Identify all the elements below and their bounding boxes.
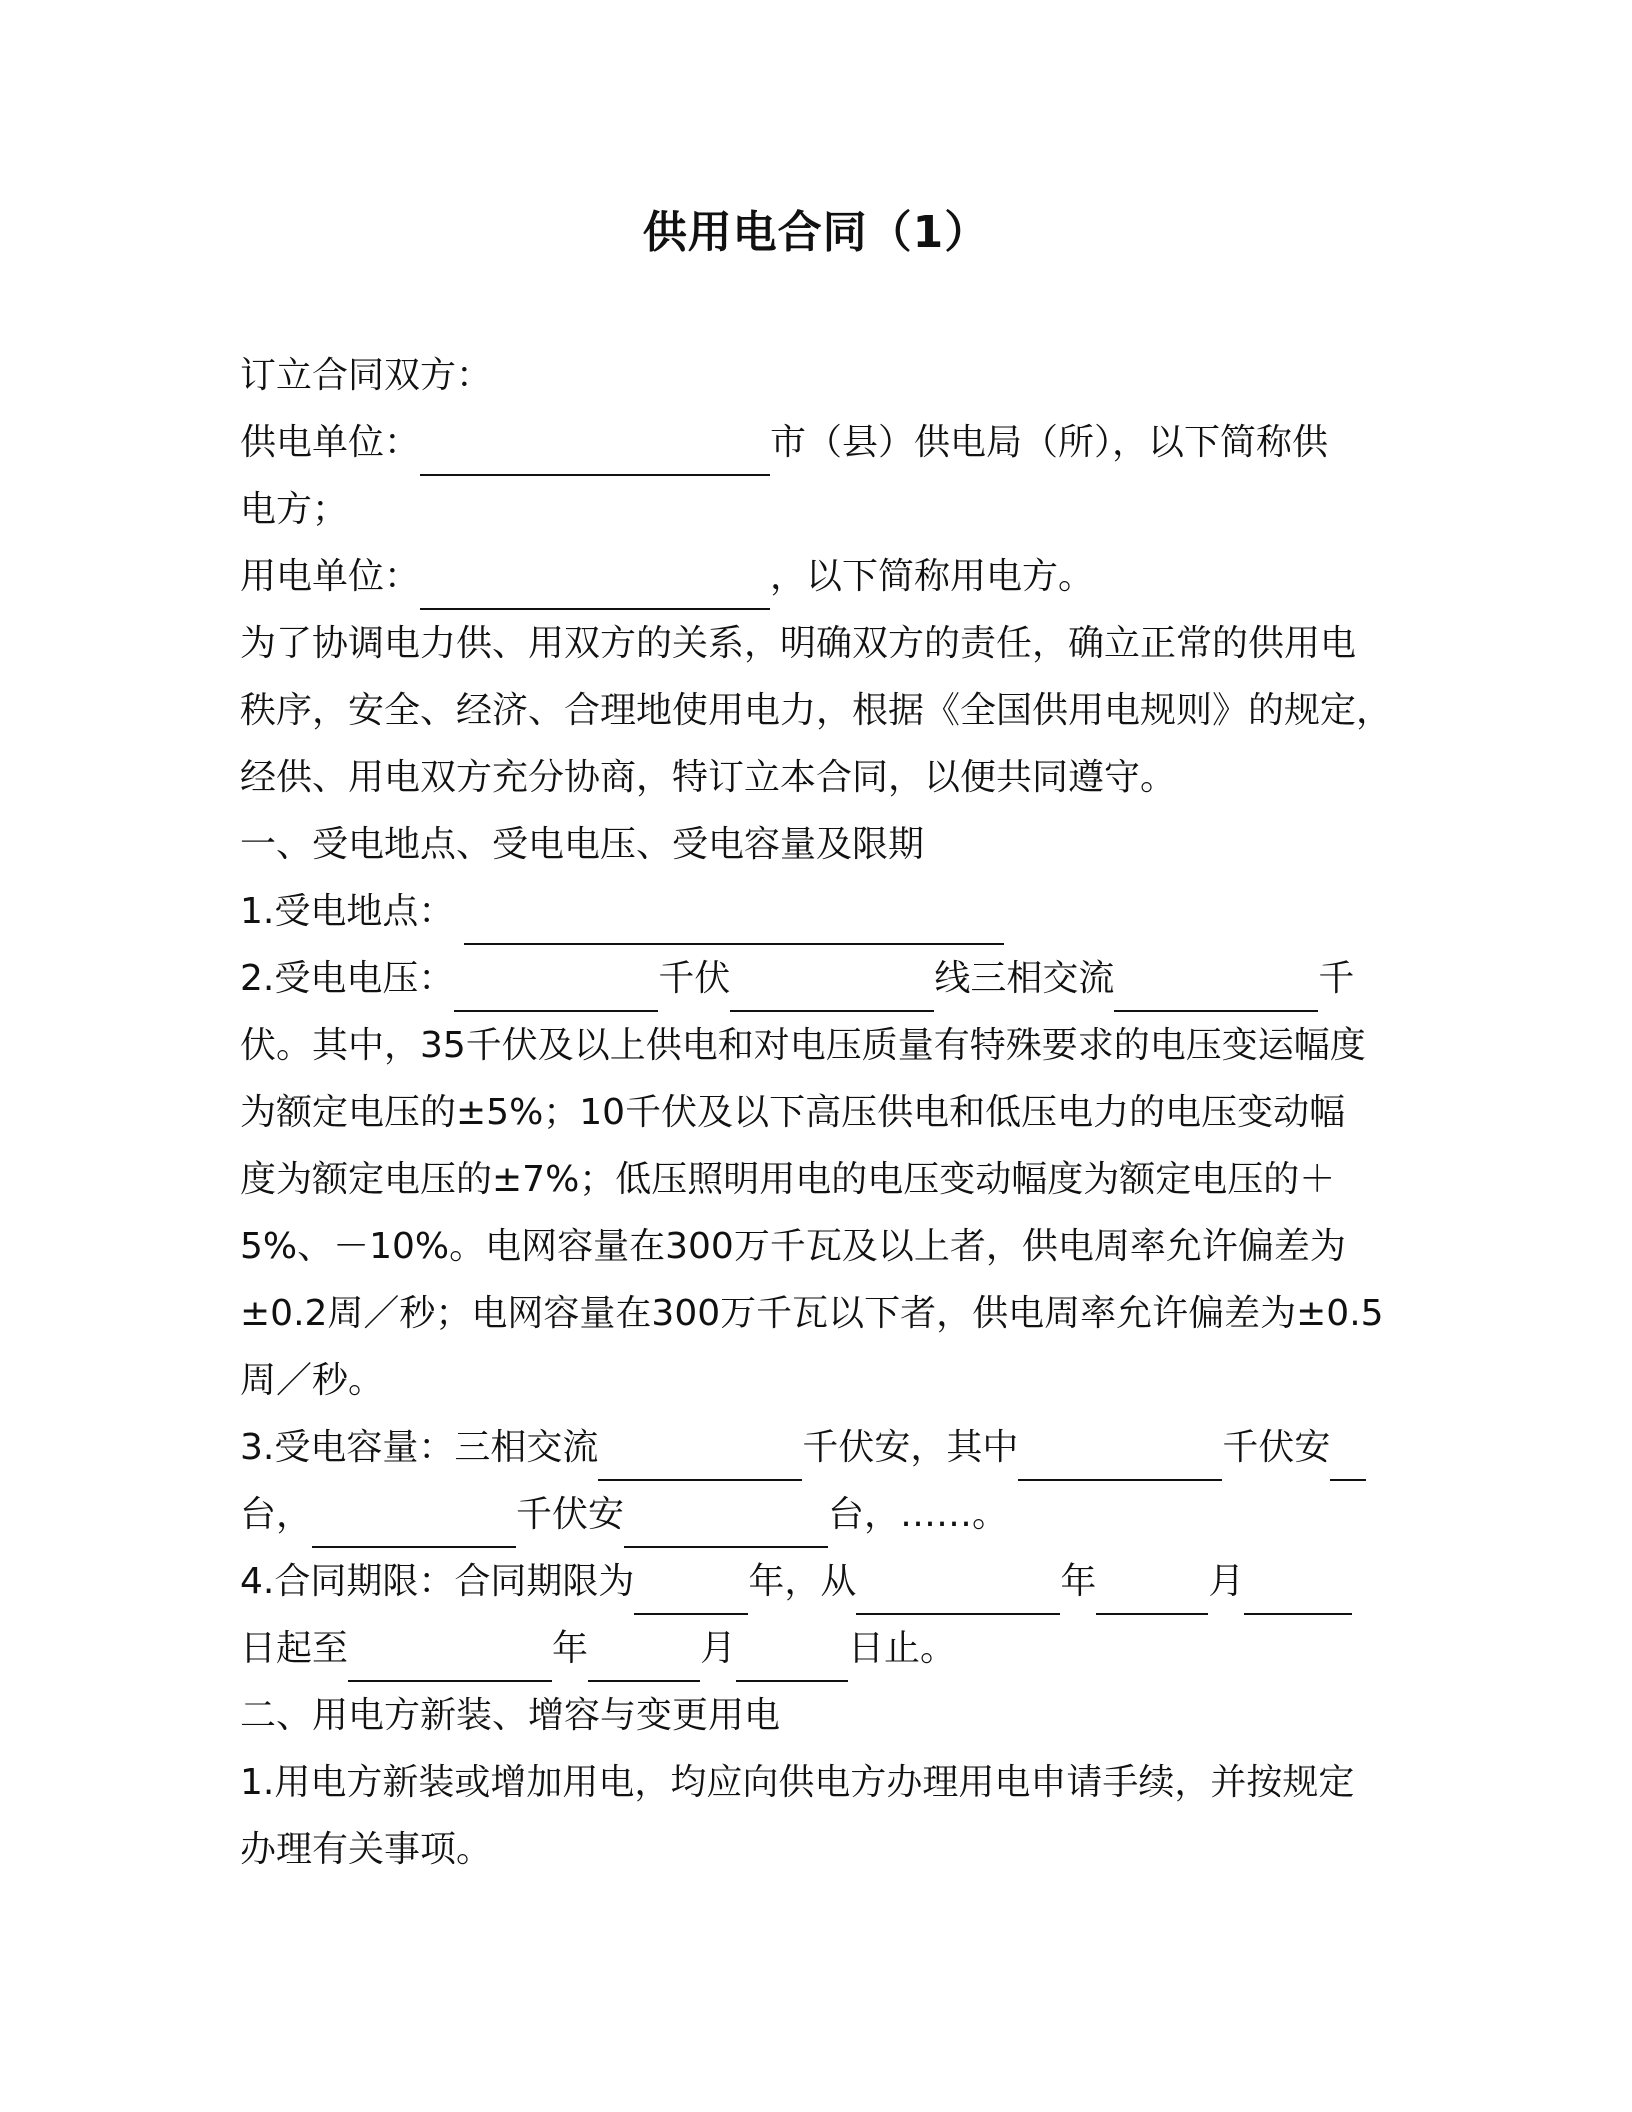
text-line (240, 1347, 1400, 1414)
text-segment: 3.受电容量：三相交流 (240, 1427, 599, 1468)
text-line (240, 1280, 1400, 1347)
text-segment: 年 (1060, 1561, 1097, 1602)
text-segment: 一、受电地点、受电电压、受电容量及限期 (240, 824, 925, 865)
text-segment: 台，……。 (828, 1494, 1009, 1535)
text-line (240, 409, 1400, 476)
text-segment: 日止。 (848, 1628, 957, 1669)
text-line (240, 1146, 1400, 1213)
text-segment: 为了协调电力供、用双方的关系，明确双方的责任，确立正常的供用电 (240, 623, 1357, 664)
text-line (240, 878, 1400, 945)
text-segment: 伏。其中，35千伏及以上供电和对电压质量有特殊要求的电压变运幅度 (240, 1025, 1366, 1066)
text-segment: ±0.2周／秒；电网容量在300万千瓦以下者，供电周率允许偏差为±0.5 (240, 1293, 1384, 1334)
text-segment: 年 (552, 1628, 589, 1669)
fill-blank[interactable] (1018, 1431, 1222, 1481)
text-segment: 办理有关事项。 (240, 1829, 493, 1870)
text-segment: 千伏安 (1222, 1427, 1331, 1468)
text-segment: 为额定电压的±5%；10千伏及以下高压供电和低压电力的电压变动幅 (240, 1092, 1346, 1133)
contract-body (240, 342, 1400, 1883)
text-line (240, 1481, 1400, 1548)
fill-blank[interactable] (312, 1498, 516, 1548)
section-heading (240, 811, 1400, 878)
fill-blank[interactable] (420, 560, 770, 610)
fill-blank[interactable] (598, 1431, 802, 1481)
text-line (240, 1548, 1400, 1615)
text-line (240, 677, 1400, 744)
text-segment: 订立合同双方： (240, 355, 493, 396)
text-segment: 秩序，安全、经济、合理地使用电力，根据《全国供用电规则》的规定， (240, 690, 1393, 731)
fill-blank[interactable] (1114, 962, 1318, 1012)
text-segment: 电方； (240, 489, 349, 530)
text-line (240, 1414, 1400, 1481)
text-line (240, 1749, 1400, 1816)
text-segment: 台， (240, 1494, 313, 1535)
fill-blank[interactable] (348, 1632, 552, 1682)
text-line (240, 1816, 1400, 1883)
text-line (240, 744, 1400, 811)
text-segment: 1.受电地点： (240, 891, 455, 932)
text-segment: 经供、用电双方充分协商，特订立本合同，以便共同遵守。 (240, 757, 1177, 798)
text-segment: 度为额定电压的±7%；低压照明用电的电压变动幅度为额定电压的＋ (240, 1159, 1336, 1200)
fill-blank[interactable] (588, 1632, 700, 1682)
fill-blank[interactable] (420, 426, 770, 476)
text-segment: 5%、－10%。电网容量在300万千瓦及以上者，供电周率允许偏差为 (240, 1226, 1346, 1267)
fill-blank[interactable] (856, 1565, 1060, 1615)
fill-blank[interactable] (1244, 1565, 1352, 1615)
fill-blank[interactable] (1330, 1431, 1366, 1481)
fill-blank[interactable] (624, 1498, 828, 1548)
text-line (240, 476, 1400, 543)
text-line (240, 610, 1400, 677)
text-segment: 1.用电方新装或增加用电，均应向供电方办理用电申请手续，并按规定 (240, 1762, 1355, 1803)
text-line (240, 945, 1400, 1012)
text-segment: 4.合同期限：合同期限为 (240, 1561, 635, 1602)
text-segment: 用电单位： (240, 556, 421, 597)
text-line (240, 1012, 1400, 1079)
text-segment: 市（县）供电局（所），以下简称供 (770, 422, 1329, 463)
text-segment: 千伏安，其中 (802, 1427, 1019, 1468)
text-segment: 供电单位： (240, 422, 421, 463)
fill-blank[interactable] (730, 962, 934, 1012)
text-segment: 2.受电电压： (240, 958, 455, 999)
document-title: 供用电合同（1） (642, 207, 990, 258)
fill-blank[interactable] (634, 1565, 748, 1615)
fill-blank[interactable] (1096, 1565, 1208, 1615)
text-segment: 千 (1318, 958, 1355, 999)
text-segment: 周／秒。 (240, 1360, 385, 1401)
text-segment: 月 (1208, 1561, 1245, 1602)
text-segment: 千伏安 (516, 1494, 625, 1535)
text-line (240, 1213, 1400, 1280)
text-line (240, 543, 1400, 610)
fill-blank[interactable] (454, 962, 658, 1012)
text-segment: 日起至 (240, 1628, 349, 1669)
text-segment: 年，从 (748, 1561, 857, 1602)
text-segment: 线三相交流 (934, 958, 1115, 999)
fill-blank[interactable] (736, 1632, 848, 1682)
text-line (240, 1079, 1400, 1146)
text-segment: 千伏 (658, 958, 731, 999)
text-segment: ，以下简称用电方。 (770, 556, 1095, 597)
text-line (240, 1615, 1400, 1682)
fill-blank[interactable] (464, 895, 1004, 945)
text-line (240, 342, 1400, 409)
section-heading (240, 1682, 1400, 1749)
text-segment: 月 (700, 1628, 737, 1669)
text-segment: 二、用电方新装、增容与变更用电 (240, 1695, 781, 1736)
